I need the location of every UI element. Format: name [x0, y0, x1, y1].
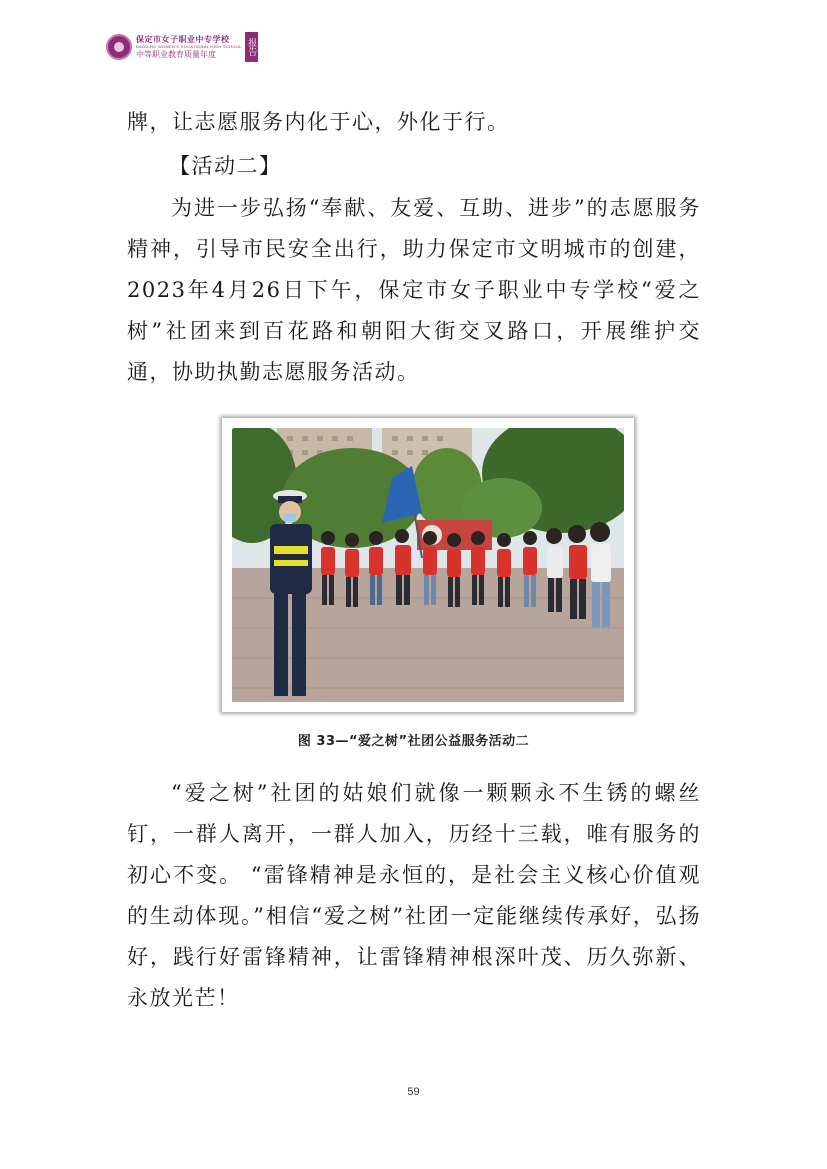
activity-photo-illustration	[232, 428, 624, 702]
photo-frame	[222, 418, 634, 712]
report-subtitle: 中等职业教育质量年度	[136, 50, 216, 59]
report-header	[106, 30, 258, 64]
school-logo-icon	[106, 34, 132, 60]
school-name-cn: 保定市女子职业中专学校	[136, 34, 230, 44]
school-name-en: BAODING WOMEN'S VOCATIONAL HIGH SCHOOL	[136, 44, 242, 49]
paragraph-1: 牌，让志愿服务内化于心，外化于行。	[127, 110, 510, 134]
page-number: 59	[407, 1086, 420, 1098]
report-badge: 报告	[245, 32, 258, 62]
activity-photo	[232, 428, 624, 702]
figure-caption: 图 33—“爱之树”社团公益服务活动二	[297, 734, 530, 749]
header-text-block	[136, 35, 242, 59]
section-heading: 【活动二】	[169, 154, 282, 178]
paragraph-3: “爱之树”社团的姑娘们就像一颗颗永不生锈的螺丝钉，一群人离开，一群人加入，历经十三载，唯有服务的初心不变。 “雷锋精神是永恒的，是社会主义核心价值观的生动体现。”相信“爱之树”社团一定能继续传承好，弘扬好，践行好雷锋精神，让雷锋精神根深叶茂、历久弥新、永放光芒！	[127, 781, 701, 1010]
paragraph-2: 为进一步弘扬“奉献、友爱、互助、进步”的志愿服务精神，引导市民安全出行，助力保定市文明城市的创建，2023年4月26日下午，保定市女子职业中专学校“爱之树”社团来到百花路和朝阳大街交叉路口，开展维护交通，协助执勤志愿服务活动。	[127, 196, 701, 384]
